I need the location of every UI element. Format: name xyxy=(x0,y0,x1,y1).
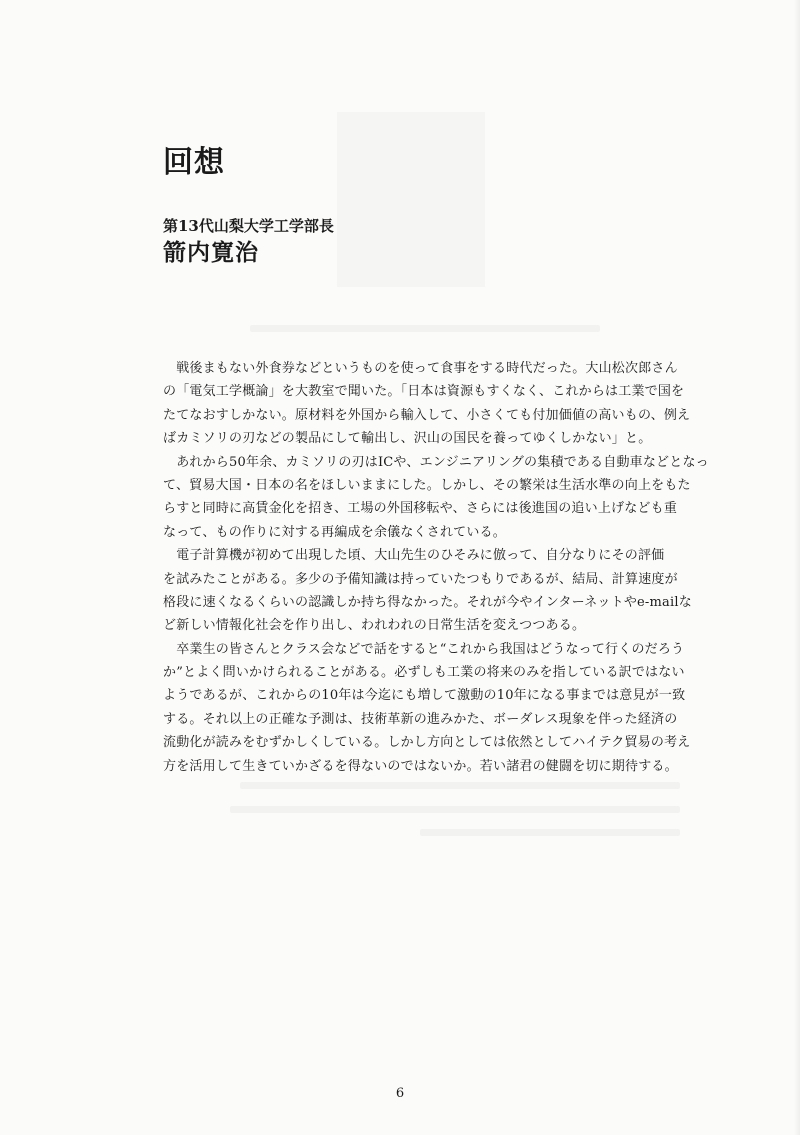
body-line: 戦後まもない外食券などというものを使って食事をする時代だった。大山松次郎さん xyxy=(163,361,678,376)
body-line: あれから50年余、カミソリの刃はICや、エンジニアリングの集積である自動車などとなっ xyxy=(163,454,709,470)
author-position: 第13代山梨大学工学部長 xyxy=(163,217,334,235)
article-body xyxy=(163,357,709,778)
body-line: なって、もの作りに対する再編成を余儀なくされている。 xyxy=(163,524,506,540)
body-line: ようであるが、これからの10年は今迄にも増して激動の10年になる事までは意見が一致 xyxy=(163,688,686,704)
body-line: する。それ以上の正確な予測は、技術革新の進みかた、ボーダレス現象を伴った経済の xyxy=(163,711,678,727)
bleed-through-line xyxy=(240,782,680,789)
body-line: か”とよく問いかけられることがある。必ずしも工業の将来のみを指している訳ではない xyxy=(163,665,685,681)
body-line: 卒業生の皆さんとクラス会などで話をすると“これから我国はどうなって行くのだろう xyxy=(163,641,685,657)
body-line: 電子計算機が初めて出現した頃、大山先生のひそみに倣って、自分なりにその評価 xyxy=(163,548,665,564)
bleed-through-line xyxy=(250,325,600,332)
body-line: て、貿易大国・日本の名をほしいままにした。しかし、その繁栄は生活水準の向上をもた xyxy=(163,477,691,493)
body-line: 方を活用して生きていかざるを得ないのではないか。若い諸君の健闘を切に期待する。 xyxy=(163,758,678,774)
body-line: らすと同時に高賃金化を招き、工場の外国移転や、さらには後進国の追い上げなども重 xyxy=(163,501,678,517)
body-line: 格段に速くなるくらいの認識しか持ち得なかった。それが今やインターネットやe-mailな xyxy=(163,594,692,610)
author-name: 箭内寛治 xyxy=(163,239,259,266)
body-line: ど新しい情報化社会を作り出し、われわれの日常生活を変えつつある。 xyxy=(163,618,586,634)
body-line: を試みたことがある。多少の予備知識は持っていたつもりであるが、結局、計算速度が xyxy=(163,571,678,587)
body-line: ばカミソリの刃などの製品にして輸出し、沢山の国民を養ってゆくしかない」と。 xyxy=(163,431,652,447)
body-line: 流動化が読みをむずかしくしている。しかし方向としては依然としてハイテク貿易の考え xyxy=(163,735,691,751)
page-title: 回想 xyxy=(163,145,225,180)
body-line: たてなおすしかない。原材料を外国から輸入して、小さくても付加価値の高いもの、例え xyxy=(163,407,691,423)
body-line: の「電気工学概論」を大教室で聞いた。「日本は資源もすくなく、これからは工業で国を xyxy=(163,384,685,400)
bleed-through-shadow xyxy=(337,112,485,287)
page-edge-shadow xyxy=(794,0,800,1135)
bleed-through-line xyxy=(420,829,680,836)
bleed-through-line xyxy=(230,806,680,813)
page-number: 6 xyxy=(395,1086,405,1101)
